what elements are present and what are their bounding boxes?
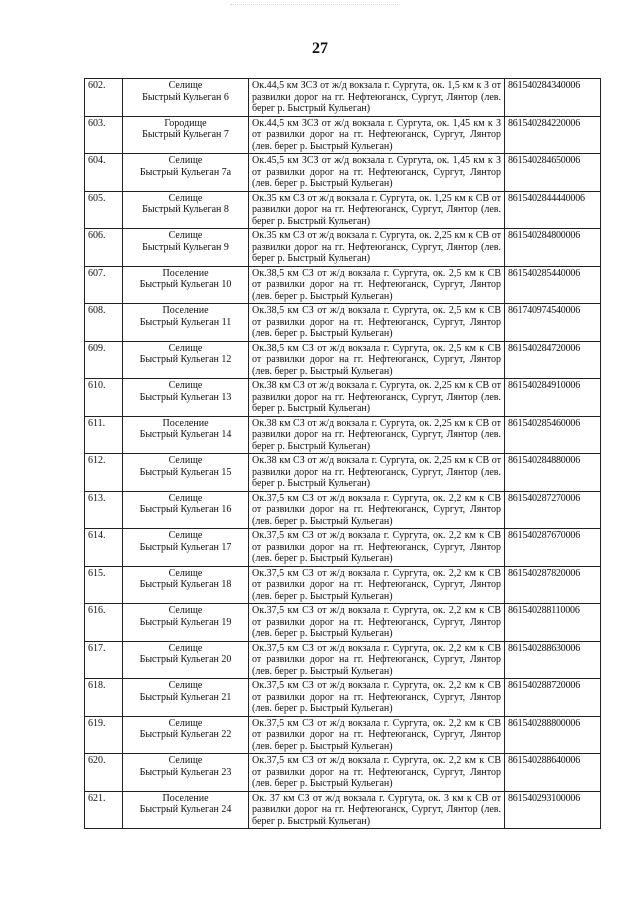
row-number: 617. [85, 641, 123, 679]
site-name: Быстрый Кульеган 19 [139, 616, 232, 628]
site-location: Ок.38,5 км СЗ от ж/д вокзала г. Сургута, ок. 2,5 км к СВ от развилки дорог на гг. Нефтеюганск, Сургут, Лянтор (лев. берег р. Быстрый Кульеган) [249, 266, 505, 304]
site-name: Быстрый Кульеган 17 [139, 541, 232, 553]
site-location: Ок.35 км СЗ от ж/д вокзала г. Сургута, ок. 1,25 км к СВ от развилки дорог на гг. Нефтеюганск, Сургут, Лянтор (лев. берег р. Быстрый Кульеган) [249, 191, 505, 229]
row-number: 613. [85, 491, 123, 529]
site-location: Ок.37,5 км СЗ от ж/д вокзала г. Сургута, ок. 2,2 км к СВ от развилки дорог на гг. Нефтеюганск, Сургут, Лянтор (лев. берег р. Быстрый Кульеган) [249, 716, 505, 754]
registry-code: 861540287820006 [505, 566, 601, 604]
site-name-cell [123, 116, 249, 154]
site-location: Ок.38,5 км СЗ от ж/д вокзала г. Сургута, ок. 2,5 км к СВ от развилки дорог на гг. Нефтеюганск, Сургут, Лянтор (лев. берег р. Быстрый Кульеган) [249, 304, 505, 342]
site-name-cell [123, 491, 249, 529]
site-location: Ок.38 км СЗ от ж/д вокзала г. Сургута, ок. 2,25 км к СВ от развилки дорог на гг. Нефтеюганск, Сургут, Лянтор (лев. берег р. Быстрый Кульеган) [249, 454, 505, 492]
site-type: Селище [168, 155, 203, 166]
site-name-cell [123, 566, 249, 604]
table-row [85, 679, 601, 717]
row-number: 618. [85, 679, 123, 717]
table-row [85, 754, 601, 792]
row-number: 604. [85, 154, 123, 192]
site-location: Ок.37,5 км СЗ от ж/д вокзала г. Сургута, ок. 2,2 км к СВ от развилки дорог на гг. Нефтеюганск, Сургут, Лянтор (лев. берег р. Быстрый Кульеган) [249, 604, 505, 642]
registry-code: 861540288720006 [505, 679, 601, 717]
site-name-cell [123, 266, 249, 304]
table-row [85, 604, 601, 642]
site-type: Селище [168, 567, 203, 579]
site-name-cell [123, 154, 249, 192]
site-type: Селище [168, 455, 203, 466]
site-type: Селище [168, 80, 203, 91]
registry-code: 861540293100006 [505, 791, 601, 829]
site-location: Ок.44,5 км ЗСЗ от ж/д вокзала г. Сургута, ок. 1,5 км к З от развилки дорог на гг. Нефтеюганск, Сургут, Лянтор (лев. берег р. Быстрый Кульеган) [249, 79, 505, 117]
site-location: Ок.38,5 км СЗ от ж/д вокзала г. Сургута, ок. 2,5 км к СВ от развилки дорог на гг. Нефтеюганск, Сургут, Лянтор (лев. берег р. Быстрый Кульеган) [249, 341, 505, 379]
table-row [85, 229, 601, 267]
site-type: Поселение [162, 417, 209, 429]
table-row [85, 641, 601, 679]
registry-code: 861540288110006 [505, 604, 601, 642]
site-type: Поселение [162, 305, 209, 316]
registry-code: 861540284720006 [505, 341, 601, 379]
site-name-cell [123, 716, 249, 754]
site-location: Ок.45,5 км ЗСЗ от ж/д вокзала г. Сургута, ок. 1,45 км к З от развилки дорог на гг. Нефтеюганск, Сургут, Лянтор (лев. берег р. Быстрый Кульеган) [249, 154, 505, 192]
site-location: Ок.35 км СЗ от ж/д вокзала г. Сургута, ок. 2,25 км к СВ от развилки дорог на гг. Нефтеюганск, Сургут, Лянтор (лев. берег р. Быстрый Кульеган) [249, 229, 505, 267]
table-row [85, 266, 601, 304]
site-name: Быстрый Кульеган 13 [139, 391, 232, 403]
site-name: Быстрый Кульеган 24 [139, 804, 232, 815]
heritage-registry-table [84, 78, 601, 829]
site-name: Быстрый Кульеган 22 [139, 729, 232, 740]
registry-code: 861540284880006 [505, 454, 601, 492]
registry-code: 8615402844440006 [505, 191, 601, 229]
site-name-cell [123, 79, 249, 117]
site-name: Быстрый Кульеган 23 [139, 766, 232, 778]
site-name-cell [123, 604, 249, 642]
table-row [85, 566, 601, 604]
site-type: Городище [164, 117, 207, 129]
registry-code: 861740974540006 [505, 304, 601, 342]
site-type: Селище [168, 530, 203, 541]
registry-code: 861540285460006 [505, 416, 601, 454]
row-number: 620. [85, 754, 123, 792]
site-type: Селище [168, 492, 203, 504]
site-name-cell [123, 529, 249, 567]
registry-code: 861540284800006 [505, 229, 601, 267]
registry-code: 861540287270006 [505, 491, 601, 529]
site-name-cell [123, 416, 249, 454]
table-row [85, 529, 601, 567]
site-name: Быстрый Кульеган 14 [139, 429, 232, 440]
site-name: Быстрый Кульеган 9 [142, 241, 229, 253]
site-type: Селище [168, 230, 203, 241]
table-row [85, 304, 601, 342]
table-row [85, 416, 601, 454]
site-type: Селище [168, 192, 203, 204]
site-location: Ок.37,5 км СЗ от ж/д вокзала г. Сургута, ок. 2,2 км к СВ от развилки дорог на гг. Нефтеюганск, Сургут, Лянтор (лев. берег р. Быстрый Кульеган) [249, 641, 505, 679]
site-type: Селище [168, 717, 203, 729]
site-type: Селище [168, 642, 203, 654]
registry-code: 861540288800006 [505, 716, 601, 754]
scan-artifact [230, 4, 400, 17]
registry-code: 861540287670006 [505, 529, 601, 567]
site-type: Селище [168, 380, 203, 391]
table-row [85, 454, 601, 492]
row-number: 621. [85, 791, 123, 829]
site-name-cell [123, 304, 249, 342]
site-type: Поселение [162, 267, 209, 279]
row-number: 602. [85, 79, 123, 117]
site-name: Быстрый Кульеган 20 [139, 654, 232, 665]
row-number: 607. [85, 266, 123, 304]
site-location: Ок.37,5 км СЗ от ж/д вокзала г. Сургута, ок. 2,2 км к СВ от развилки дорог на гг. Нефтеюганск, Сургут, Лянтор (лев. берег р. Быстрый Кульеган) [249, 566, 505, 604]
row-number: 603. [85, 116, 123, 154]
registry-code: 861540288630006 [505, 641, 601, 679]
site-location: Ок.38 км СЗ от ж/д вокзала г. Сургута, ок. 2,25 км к СВ от развилки дорог на гг. Нефтеюганск, Сургут, Лянтор (лев. берег р. Быстрый Кульеган) [249, 416, 505, 454]
site-name-cell [123, 454, 249, 492]
site-name: Быстрый Кульеган 7а [139, 166, 232, 178]
row-number: 614. [85, 529, 123, 567]
table-body [85, 79, 601, 829]
page-number: 27 [312, 40, 328, 57]
site-location: Ок.37,5 км СЗ от ж/д вокзала г. Сургута, ок. 2,2 км к СВ от развилки дорог на гг. Нефтеюганск, Сургут, Лянтор (лев. берег р. Быстрый Кульеган) [249, 529, 505, 567]
row-number: 615. [85, 566, 123, 604]
site-name-cell [123, 191, 249, 229]
row-number: 616. [85, 604, 123, 642]
site-name-cell [123, 679, 249, 717]
site-name-cell [123, 791, 249, 829]
site-name: Быстрый Кульеган 18 [139, 579, 232, 590]
registry-code: 861540284910006 [505, 379, 601, 417]
row-number: 608. [85, 304, 123, 342]
site-name-cell [123, 341, 249, 379]
site-name: Быстрый Кульеган 11 [139, 316, 232, 328]
site-name-cell [123, 229, 249, 267]
row-number: 619. [85, 716, 123, 754]
site-type: Поселение [162, 792, 209, 804]
site-name: Быстрый Кульеган 21 [139, 691, 232, 703]
site-name: Быстрый Кульеган 12 [139, 354, 232, 365]
site-type: Селище [168, 755, 203, 766]
site-location: Ок.44,5 км ЗСЗ от ж/д вокзала г. Сургута, ок. 1,45 км к З от развилки дорог на гг. Нефтеюганск, Сургут, Лянтор (лев. берег р. Быстрый Кульеган) [249, 116, 505, 154]
site-name: Быстрый Кульеган 6 [142, 91, 229, 103]
registry-code: 861540285440006 [505, 266, 601, 304]
site-name: Быстрый Кульеган 7 [142, 129, 229, 140]
registry-code: 861540284650006 [505, 154, 601, 192]
table-row [85, 79, 601, 117]
table-row [85, 154, 601, 192]
table-row [85, 379, 601, 417]
site-type: Селище [168, 342, 203, 354]
site-name-cell [123, 754, 249, 792]
registry-code: 861540288640006 [505, 754, 601, 792]
table-row [85, 116, 601, 154]
row-number: 610. [85, 379, 123, 417]
row-number: 609. [85, 341, 123, 379]
table-row [85, 491, 601, 529]
row-number: 612. [85, 454, 123, 492]
table-row [85, 191, 601, 229]
registry-code: 861540284340006 [505, 79, 601, 117]
row-number: 605. [85, 191, 123, 229]
table-row [85, 791, 601, 829]
row-number: 606. [85, 229, 123, 267]
table-row [85, 716, 601, 754]
table-row [85, 341, 601, 379]
site-location: Ок.37,5 км СЗ от ж/д вокзала г. Сургута, ок. 2,2 км к СВ от развилки дорог на гг. Нефтеюганск, Сургут, Лянтор (лев. берег р. Быстрый Кульеган) [249, 679, 505, 717]
site-name: Быстрый Кульеган 8 [142, 204, 229, 215]
site-type: Селище [168, 605, 203, 616]
site-name: Быстрый Кульеган 10 [139, 279, 232, 290]
site-type: Селище [168, 680, 203, 691]
site-name: Быстрый Кульеган 16 [139, 504, 232, 515]
registry-code: 861540284220006 [505, 116, 601, 154]
row-number: 611. [85, 416, 123, 454]
site-location: Ок. 37 км СЗ от ж/д вокзала г. Сургута, ок. 3 км к СВ от развилки дорог на гг. Нефтеюганск, Сургут, Лянтор (лев. берег р. Быстрый Кульеган) [249, 791, 505, 829]
site-location: Ок.37,5 км СЗ от ж/д вокзала г. Сургута, ок. 2,2 км к СВ от развилки дорог на гг. Нефтеюганск, Сургут, Лянтор (лев. берег р. Быстрый Кульеган) [249, 754, 505, 792]
site-name-cell [123, 379, 249, 417]
site-location: Ок.38 км СЗ от ж/д вокзала г. Сургута, ок. 2,25 км к СВ от развилки дорог на гг. Нефтеюганск, Сургут, Лянтор (лев. берег р. Быстрый Кульеган) [249, 379, 505, 417]
site-name: Быстрый Кульеган 15 [139, 466, 232, 478]
site-location: Ок.37,5 км СЗ от ж/д вокзала г. Сургута, ок. 2,2 км к СВ от развилки дорог на гг. Нефтеюганск, Сургут, Лянтор (лев. берег р. Быстрый Кульеган) [249, 491, 505, 529]
site-name-cell [123, 641, 249, 679]
